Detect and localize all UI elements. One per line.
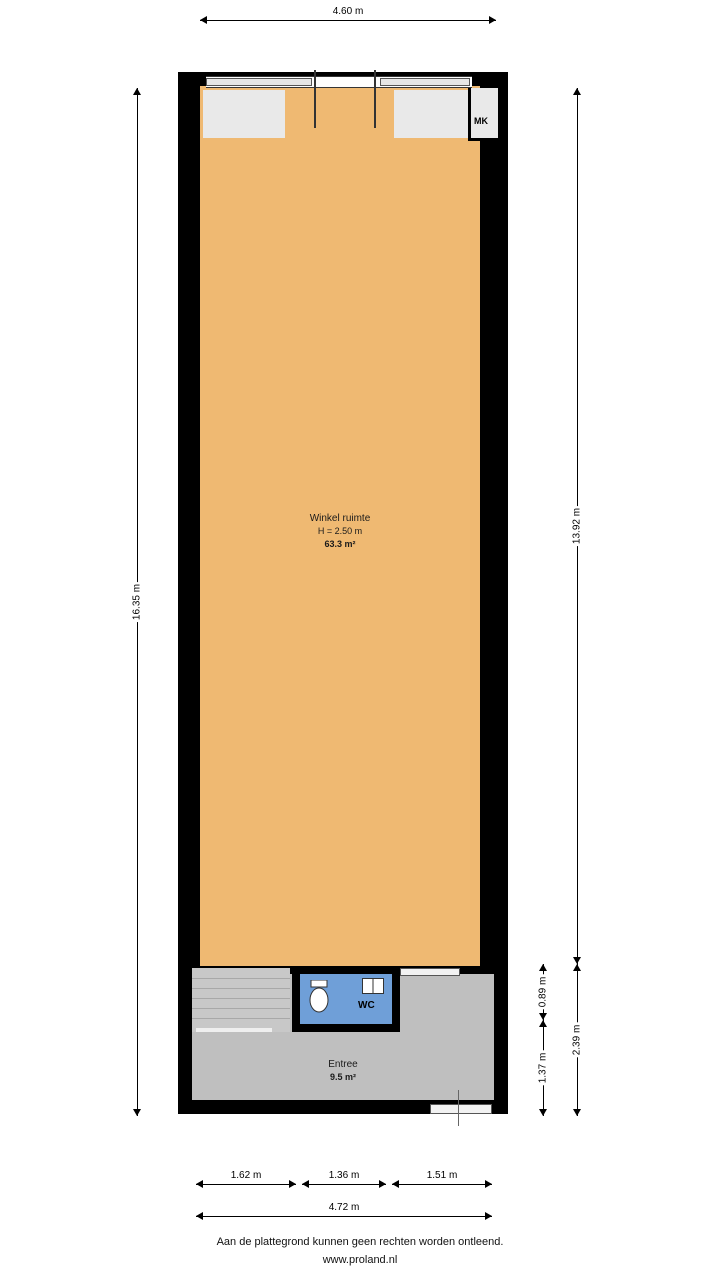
door-wc-right — [400, 968, 460, 976]
stair-tread — [192, 1008, 290, 1009]
dimension-bottom-total-4-72 — [196, 1204, 492, 1228]
dimension-right-1-37 — [532, 1020, 554, 1116]
shopfront-glass-left — [206, 78, 312, 86]
label-entree-area: 9.5 m² — [329, 1072, 356, 1082]
dimension-right-2-39 — [564, 964, 590, 1116]
dimension-bottom-1-51 — [392, 1172, 492, 1196]
label-meterkast: MK — [474, 116, 488, 126]
wall-right-exterior-upper-2 — [480, 452, 508, 604]
dimension-right-13-92 — [564, 88, 590, 964]
wall-meterkast-bottom — [468, 138, 498, 141]
dimension-bottom-seg2-label: 1.36 m — [328, 1170, 360, 1181]
dimension-bottom-seg1-label: 1.62 m — [230, 1170, 262, 1181]
sink-icon — [362, 978, 384, 994]
label-wc: WC — [358, 1000, 375, 1011]
toilet-icon — [306, 980, 332, 1018]
stair-tread — [192, 998, 290, 999]
label-winkel-ruimte-area: 63.3 m² — [324, 539, 356, 549]
dimension-left-label: 16.35 m — [131, 583, 143, 621]
dimension-top-label: 4.60 m — [332, 6, 364, 17]
dimension-bottom-1-62 — [196, 1172, 296, 1196]
dimension-right-upper-label: 13.92 m — [571, 507, 583, 545]
wall-left-exterior-lower — [178, 966, 192, 1114]
shopfront-mullion-1 — [314, 70, 316, 128]
dimension-right-lower-label: 2.39 m — [571, 1024, 583, 1056]
stair-tread — [192, 978, 290, 979]
dimension-bottom-seg3-label: 1.51 m — [426, 1170, 458, 1181]
wall-right-exterior-middle — [480, 604, 508, 972]
label-winkel-ruimte — [250, 512, 430, 551]
stair-bottom-edge — [196, 1028, 272, 1032]
stair-tread — [192, 1018, 290, 1019]
wall-left-exterior-upper — [178, 72, 200, 972]
label-entree-name: Entree — [328, 1059, 358, 1070]
wall-right-door-jamb — [480, 434, 492, 460]
wall-meterkast-left — [468, 88, 471, 140]
shopfront-glass-right — [380, 78, 470, 86]
entrance-door — [430, 1104, 492, 1114]
shopfront-panel-left — [203, 90, 285, 138]
label-entree — [253, 1058, 433, 1084]
dimension-right-small-top-label: 0.89 m — [537, 976, 549, 1008]
wall-wc-left — [292, 968, 300, 1032]
label-winkel-ruimte-height: H = 2.50 m — [317, 526, 363, 536]
wall-wc-right — [392, 968, 400, 1032]
shopfront-panel-right — [394, 90, 470, 138]
footer-disclaimer: Aan de plattegrond kunnen geen rechten worden ontleend. — [216, 1236, 504, 1248]
dimension-bottom-1-36 — [302, 1172, 386, 1196]
dimension-top-4-60 — [200, 8, 496, 32]
wall-wc-bottom — [292, 1024, 400, 1032]
shopfront-mullion-2 — [374, 70, 376, 128]
entrance-door-swing — [458, 1090, 459, 1126]
wall-right-exterior-lower — [494, 966, 508, 1114]
dimension-bottom-total-label: 4.72 m — [328, 1202, 360, 1213]
stair-tread — [192, 988, 290, 989]
room-meterkast — [470, 88, 498, 140]
dimension-right-0-89 — [532, 964, 554, 1020]
footer-website: www.proland.nl — [322, 1254, 398, 1266]
dimension-right-small-bottom-label: 1.37 m — [537, 1052, 549, 1084]
label-winkel-ruimte-name: Winkel ruimte — [309, 513, 371, 524]
dimension-left-16-35 — [124, 88, 150, 1116]
